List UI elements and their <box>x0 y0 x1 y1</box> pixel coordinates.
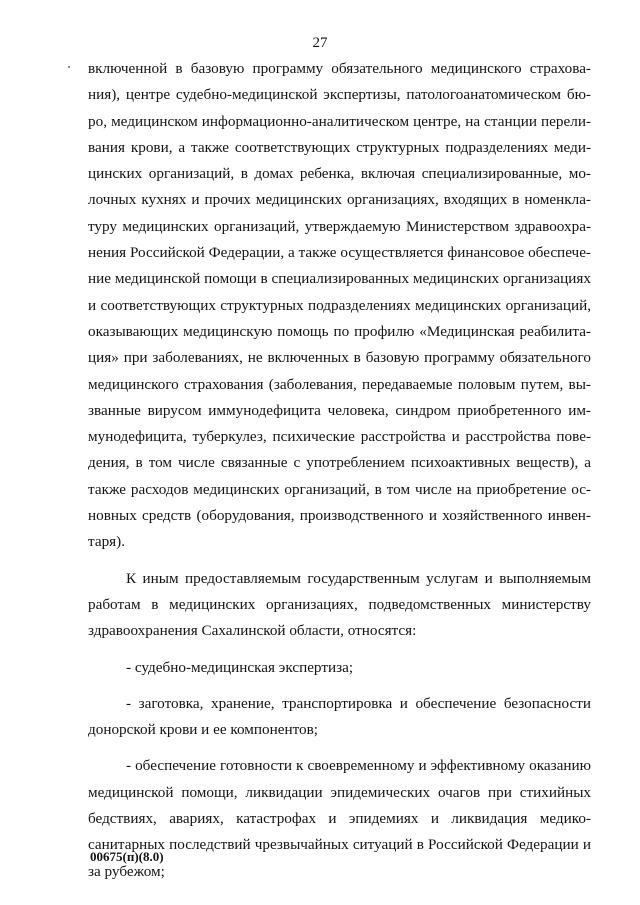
paragraph-gap <box>88 743 591 753</box>
text-line: включенной в базовую программу обязательного медицинского страхова- <box>88 60 591 77</box>
document-footer-code: 00675(п)(8.0) <box>90 849 164 864</box>
text-line: дения, в том числе связанные с употреблением психоактивных веществ), а <box>88 454 591 472</box>
paragraph-gap <box>88 645 591 655</box>
page-number: 27 <box>312 35 328 51</box>
text-line: таря). <box>88 533 125 551</box>
text-line: цинских организаций, в домах ребенка, включая специализированные, мо- <box>88 165 591 183</box>
text-line: - обеспечение готовности к своевременному и эффективному оказанию <box>126 757 591 775</box>
text-line: медицинского страхования (заболевания, передаваемые половым путем, вы- <box>88 375 591 393</box>
text-line: званные вирусом иммунодефицита человека, синдром приобретенного им- <box>88 401 591 419</box>
text-line: санитарных последствий чрезвычайных ситуаций в Российской Федерации и <box>88 836 591 854</box>
text-line: ние медицинской помощи в специализированных медицинских организациях <box>88 270 591 288</box>
paragraph-gap <box>88 556 591 566</box>
text-line: работам в медицинских организациях, подведомственных министерству <box>88 595 591 613</box>
document-body <box>88 56 591 885</box>
paragraph-p4 <box>88 691 591 744</box>
scan-artifact-dot <box>68 66 70 68</box>
text-line: также расходов медицинских организаций, в том числе на приобретение ос- <box>88 480 591 498</box>
text-line: туру медицинских организаций, утверждаемую Министерством здравоохра- <box>88 217 591 235</box>
text-line: - заготовка, хранение, транспортировка и обеспечение безопасности <box>126 694 591 712</box>
text-line: ро, медицинском информационно-аналитическом центре, на станции перели- <box>88 112 591 130</box>
text-line: К иным предоставляемым государственным услугам и выполняемым <box>126 569 591 587</box>
text-line: - судебно-медицинская экспертиза; <box>126 658 354 676</box>
paragraph-p2 <box>88 566 591 645</box>
text-line: мунодефицита, туберкулез, психические расстройства и расстройства пове- <box>88 428 591 446</box>
text-line: здравоохранения Сахалинской области, относятся: <box>88 622 417 640</box>
text-line: медицинской помощи, ликвидации эпидемических очагов при стихийных <box>88 783 591 801</box>
paragraph-p1 <box>88 56 591 556</box>
text-line: новных средств (оборудования, производственного и хозяйственного инвен- <box>88 507 591 525</box>
text-line: донорской крови и ее компонентов; <box>88 721 319 739</box>
paragraph-p5 <box>88 753 591 884</box>
text-line: оказывающих медицинскую помощь по профилю «Медицинская реабилита- <box>88 322 591 340</box>
text-line: вания крови, а также соответствующих структурных подразделениях меди- <box>88 138 591 156</box>
paragraph-p3 <box>88 655 591 681</box>
text-line: и соответствующих структурных подразделениях медицинских организаций, <box>88 296 591 314</box>
text-line: за рубежом; <box>88 862 165 880</box>
paragraph-gap <box>88 681 591 691</box>
text-line: ция» при заболеваниях, не включенных в базовую программу обязательного <box>88 349 591 367</box>
text-line: бедствиях, авариях, катастрофах и эпидемиях и ликвидация медико- <box>88 810 591 828</box>
text-line: лочных кухнях и прочих медицинских организациях, входящих в номенкла- <box>88 191 591 209</box>
text-line: ния), центре судебно-медицинской экспертизы, патологоанатомическом бю- <box>88 86 591 104</box>
text-line: нения Российской Федерации, а также осуществляется финансовое обеспече- <box>88 244 591 262</box>
